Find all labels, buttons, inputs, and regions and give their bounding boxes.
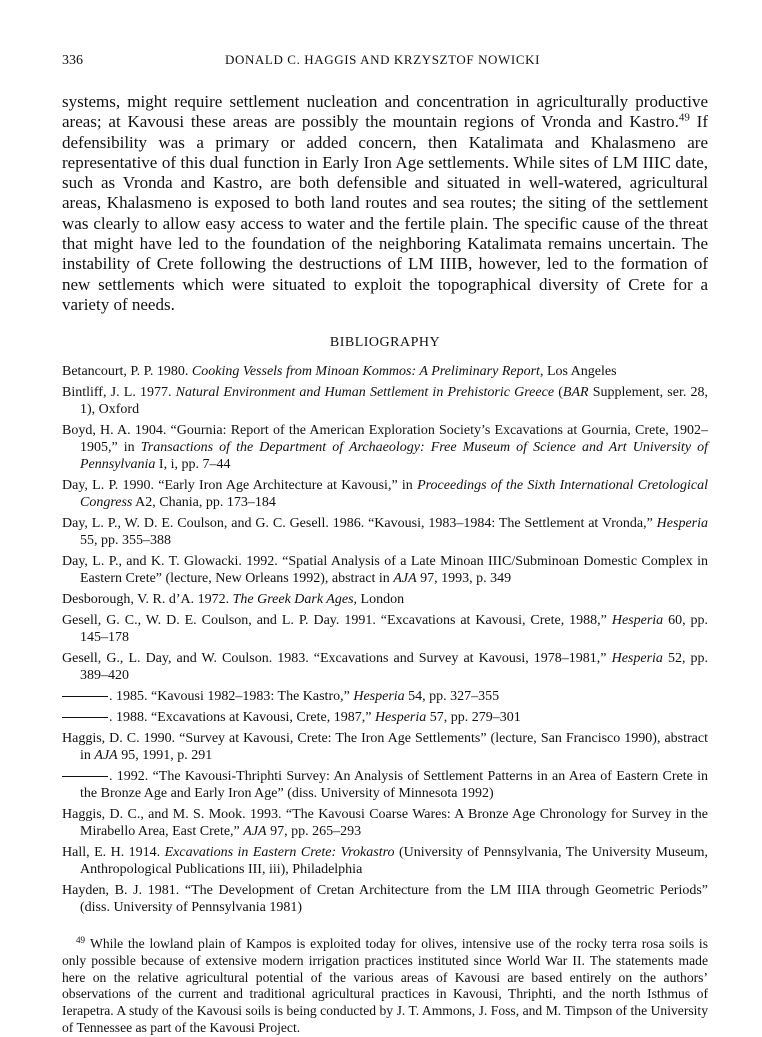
entry-text: 97, 1993, p. 349 <box>416 571 512 587</box>
bibliography-entry <box>62 553 708 587</box>
entry-title: Hesperia <box>611 651 663 667</box>
entry-text: Betancourt, P. P. 1980. <box>62 364 192 380</box>
page-header <box>62 52 708 72</box>
bibliography-entry <box>62 422 708 474</box>
entry-title: The Greek Dark Ages <box>232 592 354 608</box>
bibliography-entry <box>62 882 708 916</box>
entry-text: Hayden, B. J. 1981. “The Development of Cretan Architecture from the LM IIIA through Geometric Periods” (diss. University of Pennsylvania 1981) <box>62 882 708 915</box>
ditto-dash <box>62 696 108 697</box>
entry-text: Gesell, G., L. Day, and W. Coulson. 1983. “Excavations and Survey at Kavousi, 1978–1981,” <box>62 651 612 667</box>
entry-text: , London <box>353 592 405 608</box>
entry-title: AJA <box>393 571 417 587</box>
footnote-text: While the lowland plain of Kampos is exploited today for olives, intensive use of the rocky terra rosa soils is only possible because of extensive modern irrigation practices instituted since World War II. The statements made here on the relative agricultural potential of the various areas of Kavousi are based entirely on the authors’ observations of the current and traditional agricultural practices in Kavousi, Thriphti, and the north Isthmus of Ierapetra. A study of the Kavousi soils is being conducted by J. T. Ammons, J. Foss, and M. Timpson of the University of Tennessee as part of the Kavousi Project. <box>62 936 708 1036</box>
entry-text: , Los Angeles <box>539 364 617 380</box>
body-paragraph <box>62 92 708 315</box>
entry-text: Haggis, D. C., and M. S. Mook. 1993. “The Kavousi Coarse Wares: A Bronze Age Chronology for Survey in the Mirabello Area, East Crete,” <box>62 806 708 839</box>
bibliography-heading: BIBLIOGRAPHY <box>329 335 441 351</box>
entry-text: Gesell, G. C., W. D. E. Coulson, and L. P. Day. 1991. “Excavations at Kavousi, Crete, 1988,” <box>62 613 612 629</box>
bibliography-entry <box>62 688 708 705</box>
entry-text: . 1985. “Kavousi 1982–1983: The Kastro,” <box>109 689 354 705</box>
page-number: 336 <box>62 53 83 68</box>
entry-text: 55, pp. 355–388 <box>80 533 171 549</box>
bibliography-list <box>62 363 708 916</box>
entry-title: Natural Environment and Human Settlement in Prehistoric Greece <box>175 385 555 401</box>
entry-text: ( <box>554 385 563 401</box>
entry-text: 52, pp. 389–420 <box>80 651 709 684</box>
footnote <box>62 936 708 1037</box>
bibliography-entry <box>62 844 708 878</box>
body-text-part-2: If defensibility was a primary or added concern, then Katalimata and Khalasmeno are representative of this dual function in Early Iron Age settlements. While sites of LM IIIC date, such as Vronda and Kastro, are both defensible and situated in well-watered, agricultural areas, Khalasmeno is exposed to both land routes and sea routes; the siting of the settlement was clearly to allow easy access to water and the fertile plain. The specific cause of the threat that might have led to the foundation of the neighboring Katalimata remains uncertain. The instability of Crete following the destructions of LM IIIB, however, led to the formation of new settlements which were situated to exploit the topographical diversity of Crete for a variety of needs. <box>62 112 708 314</box>
bibliography-entry <box>62 806 708 840</box>
entry-text: Bintliff, J. L. 1977. <box>62 385 176 401</box>
entry-text: Boyd, H. A. 1904. “Gournia: Report of the American Exploration Society’s Excavations at Gournia, Crete, 1902–1905,” in <box>62 423 708 456</box>
entry-title: BAR <box>562 385 589 401</box>
entry-text: . 1992. “The Kavousi-Thriphti Survey: An Analysis of Settlement Patterns in an Area of Eastern Crete in the Bronze Age and Early Iron Age” (diss. University of Minnesota 1992) <box>80 768 708 801</box>
bibliography-entry <box>62 363 708 380</box>
entry-title: AJA <box>243 823 267 839</box>
page <box>62 52 708 1037</box>
bibliography-entry <box>62 650 708 684</box>
entry-title: Hesperia <box>656 516 708 532</box>
entry-title: Hesperia <box>353 689 405 705</box>
entry-text: 57, pp. 279–301 <box>426 709 521 725</box>
entry-title: Proceedings of the Sixth International Cretological Congress <box>80 478 708 511</box>
entry-text: . 1988. “Excavations at Kavousi, Crete, 1987,” <box>109 709 375 725</box>
bibliography-entry <box>62 384 708 418</box>
bibliography-entry <box>62 591 708 608</box>
entry-text: Hall, E. H. 1914. <box>62 844 165 860</box>
entry-text: Haggis, D. C. 1990. “Survey at Kavousi, Crete: The Iron Age Settlements” (lecture, San Francisco 1990), abstract in <box>62 730 708 763</box>
entry-text: Day, L. P. 1990. “Early Iron Age Architecture at Kavousi,” in <box>62 478 418 494</box>
ditto-dash <box>62 776 108 777</box>
entry-text: Day, L. P., and K. T. Glowacki. 1992. “Spatial Analysis of a Late Minoan IIIC/Subminoan Domestic Complex in Eastern Crete” (lecture, New Orleans 1992), abstract in <box>62 554 708 587</box>
entry-title: Hesperia <box>374 709 427 725</box>
bibliography-entry <box>62 477 708 511</box>
bibliography-entry <box>62 709 708 726</box>
footnote-reference[interactable]: 49 <box>678 111 690 124</box>
entry-title: Hesperia <box>611 613 664 629</box>
bibliography-entry <box>62 515 708 549</box>
entry-text: 97, pp. 265–293 <box>266 823 362 839</box>
entry-text: 95, 1991, p. 291 <box>117 747 213 763</box>
ditto-dash <box>62 717 108 718</box>
entry-text: Desborough, V. R. d’A. 1972. <box>62 592 233 608</box>
running-title: DONALD C. HAGGIS AND KRZYSZTOF NOWICKI <box>224 52 541 67</box>
entry-text: (University of Pennsylvania, The University Museum, Anthropological Publications III, iii), Philadelphia <box>80 844 709 877</box>
entry-text: 54, pp. 327–355 <box>404 689 500 705</box>
entry-text: A2, Chania, pp. 173–184 <box>132 495 276 511</box>
entry-text: 60, pp. 145–178 <box>80 613 709 646</box>
entry-title: Cooking Vessels from Minoan Kommos: A Preliminary Report <box>191 364 540 380</box>
entry-title: Transactions of the Department of Archaeology: Free Museum of Science and Art University of Pennsylvania <box>80 440 708 473</box>
entry-text: Supplement, ser. 28, 1), Oxford <box>80 385 709 418</box>
entry-text: I, i, pp. 7–44 <box>155 457 231 473</box>
footnote-number: 49 <box>76 934 85 945</box>
entry-title: AJA <box>94 747 118 763</box>
bibliography-entry <box>62 730 708 764</box>
entry-text: Day, L. P., W. D. E. Coulson, and G. C. Gesell. 1986. “Kavousi, 1983–1984: The Settlement at Vronda,” <box>62 516 657 532</box>
entry-title: Excavations in Eastern Crete: Vrokastro <box>164 844 395 860</box>
bibliography-entry <box>62 768 708 802</box>
body-text-part-1: systems, might require settlement nucleation and concentration in agriculturally productive areas; at Kavousi these areas are possibly the mountain regions of Vronda and Kastro. <box>62 92 708 132</box>
bibliography-entry <box>62 612 708 646</box>
